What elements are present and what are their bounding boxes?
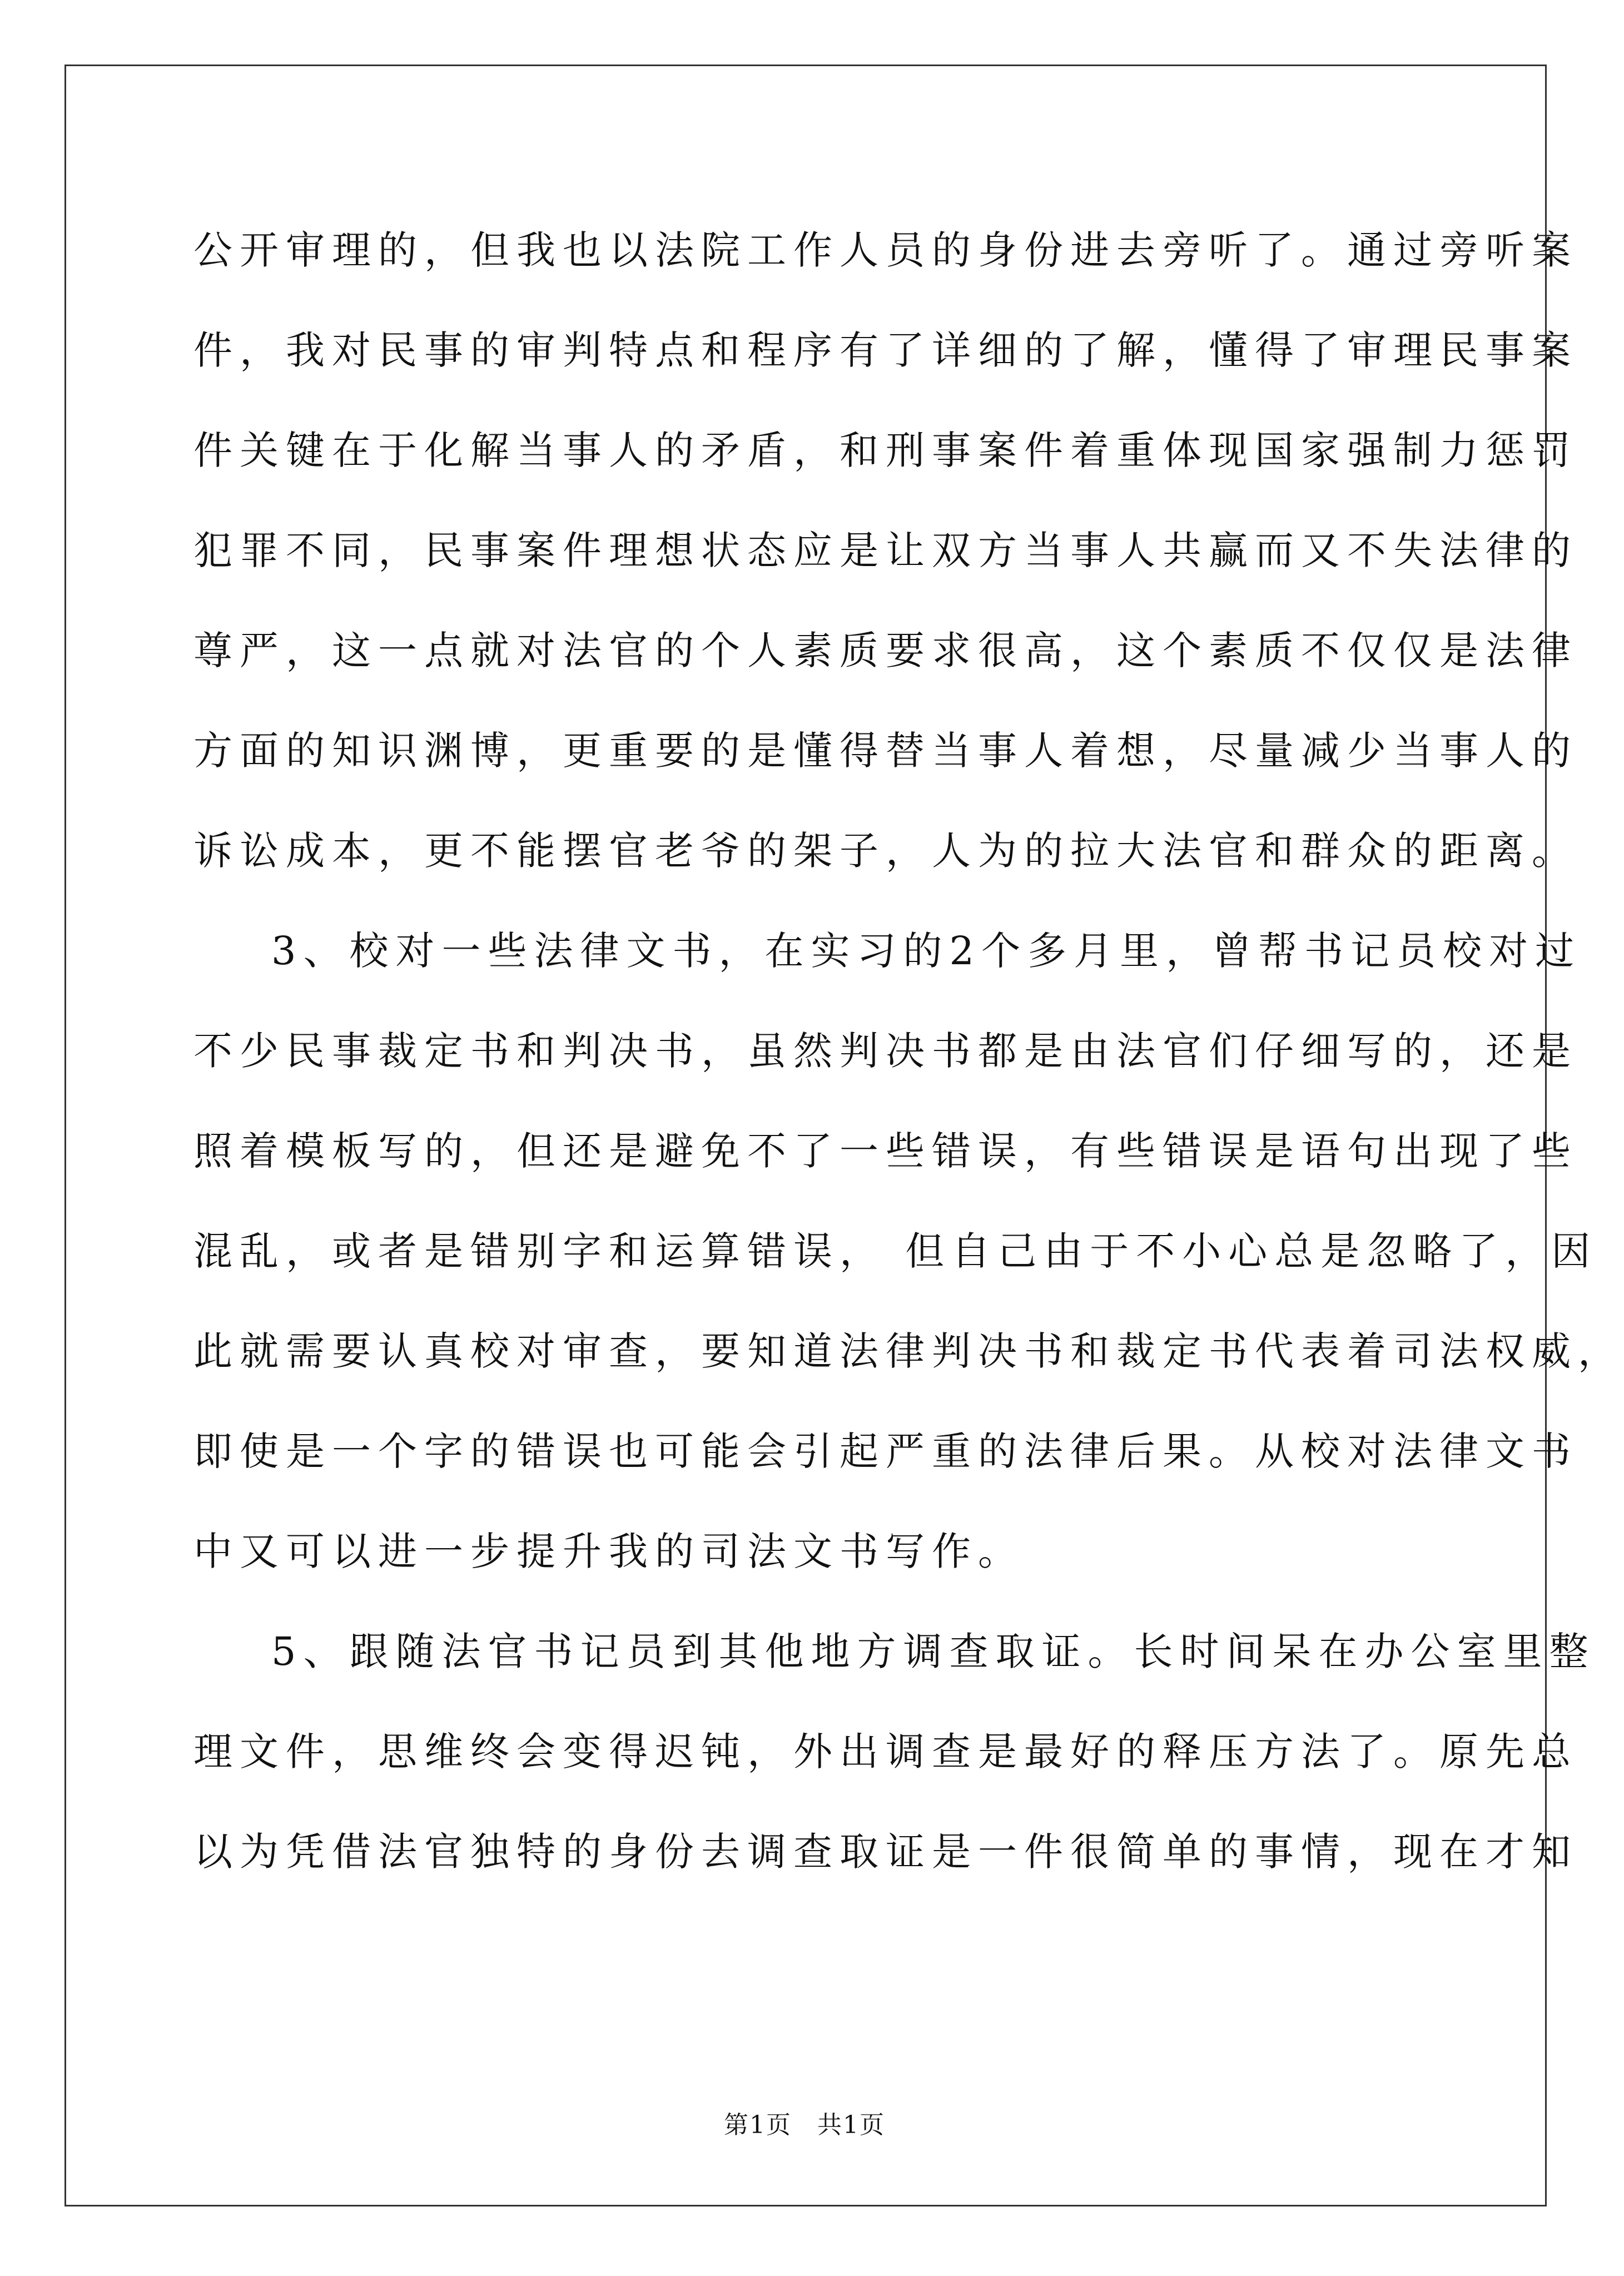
text-line: 犯罪不同，民事案件理想状态应是让双方当事人共赢而又不失法律的: [193, 528, 1578, 573]
text-line: 即使是一个字的错误也可能会引起严重的法律后果。从校对法律文书: [193, 1429, 1578, 1474]
text-line: 件，我对民事的审判特点和程序有了详细的了解，懂得了审理民事案: [193, 328, 1578, 373]
text-line: 件关键在于化解当事人的矛盾，和刑事案件着重体现国家强制力惩罚: [193, 428, 1578, 473]
text-line: 理文件，思维终会变得迟钝，外出调查是最好的释压方法了。原先总: [193, 1729, 1578, 1774]
text-line: 方面的知识渊博，更重要的是懂得替当事人着想，尽量减少当事人的: [193, 728, 1578, 773]
paragraph-first-line: 3、校对一些法律文书，在实习的2个多月里，曾帮书记员校对过: [271, 928, 1582, 974]
text-line: 不少民事裁定书和判决书，虽然判决书都是由法官们仔细写的，还是: [193, 1028, 1578, 1074]
document-body: [193, 200, 1624, 1902]
text-line: 尊严，这一点就对法官的个人素质要求很高，这个素质不仅仅是法律: [193, 628, 1578, 673]
text-line: 以为凭借法官独特的身份去调查取证是一件很简单的事情，现在才知: [193, 1829, 1578, 1875]
text-line: 此就需要认真校对审查，要知道法律判决书和裁定书代表着司法权威，: [193, 1328, 1624, 1374]
text-line: 照着模板写的，但还是避免不了一些错误，有些错误是语句出现了些: [193, 1128, 1578, 1174]
paragraph-first-line: 5、跟随法官书记员到其他地方调查取证。长时间呆在办公室里整: [271, 1629, 1596, 1674]
page-number-footer: 第1页 共1页: [724, 2111, 885, 2139]
text-line: 公开审理的，但我也以法院工作人员的身份进去旁听了。通过旁听案: [193, 227, 1578, 273]
text-line: 诉讼成本，更不能摆官老爷的架子，人为的拉大法官和群众的距离。: [193, 828, 1578, 874]
text-line: 中又可以进一步提升我的司法文书写作。: [193, 1529, 1024, 1574]
text-line: 混乱，或者是错别字和运算错误， 但自己由于不小心总是忽略了，因: [193, 1228, 1598, 1274]
